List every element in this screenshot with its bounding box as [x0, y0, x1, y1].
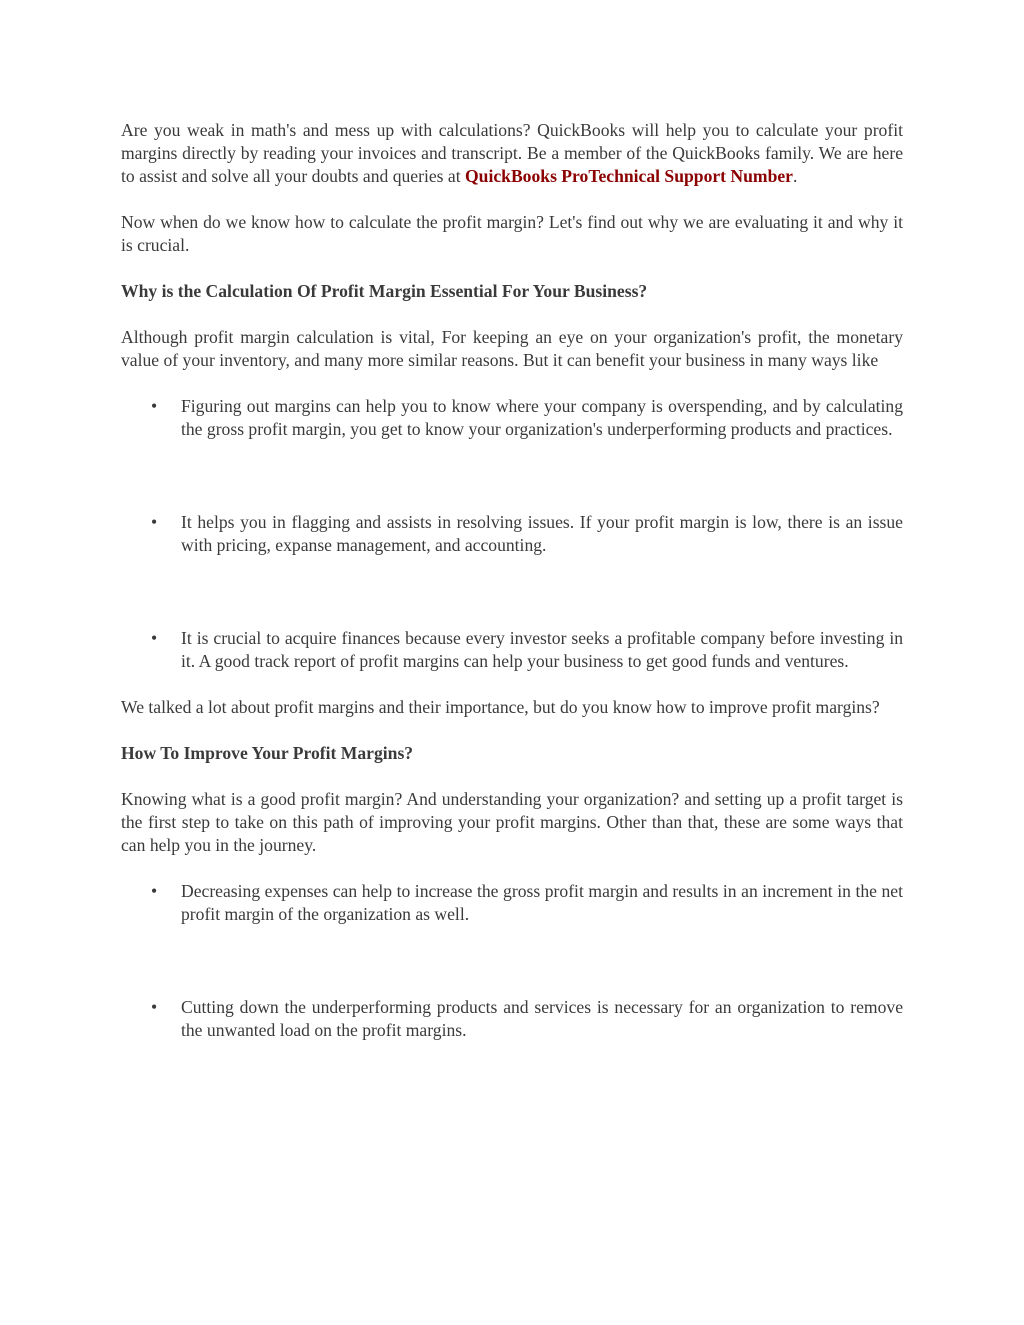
paragraph-3: Although profit margin calculation is vital, For keeping an eye on your organization's profit, the monetary value of your inventory, and many more similar reasons. But it can benefit your business in many ways like: [121, 327, 903, 370]
list-item: [121, 880, 903, 926]
intro-text: Are you weak in math's and mess up with calculations? QuickBooks will help you to calculate your profit margins directly by reading your invoices and transcript. Be a member of the QuickBooks family. We are here to assist and solve all your doubts and queries at: [121, 120, 903, 186]
heading-why-profit-margin: Why is the Calculation Of Profit Margin Essential For Your Business?: [121, 281, 648, 301]
list-item-text: It helps you in flagging and assists in resolving issues. If your profit margin is low, there is an issue with pricing, expanse management, and accounting.: [181, 512, 903, 555]
intro-text-end: .: [792, 166, 798, 186]
heading-improve-margins: How To Improve Your Profit Margins?: [121, 743, 414, 763]
list-item-text: Cutting down the underperforming products and services is necessary for an organization to remove the unwanted load on the profit margins.: [181, 997, 903, 1040]
list-item-text: Decreasing expenses can help to increase the gross profit margin and results in an increment in the net profit margin of the organization as well.: [181, 881, 903, 924]
list-item: [121, 395, 903, 441]
bullet-icon: •: [151, 396, 158, 416]
list-item-text: Figuring out margins can help you to know where your company is overspending, and by calculating the gross profit margin, you get to know your organization's underperforming products and practices.: [181, 396, 903, 439]
list-item: [121, 996, 903, 1042]
bullet-icon: •: [151, 628, 158, 648]
paragraph-4: We talked a lot about profit margins and their importance, but do you know how to improve profit margins?: [121, 697, 880, 717]
intro-paragraph: [121, 119, 903, 188]
paragraph-5: Knowing what is a good profit margin? And understanding your organization? and setting up a profit target is the first step to take on this path of improving your profit margins. Other than that, these are some ways that can help you in the journey.: [121, 789, 903, 855]
support-number-link[interactable]: QuickBooks ProTechnical Support Number: [465, 166, 793, 186]
bullet-icon: •: [151, 512, 158, 532]
bullet-icon: •: [151, 881, 158, 901]
bullet-list-benefits: [121, 395, 903, 673]
list-item-text: It is crucial to acquire finances because every investor seeks a profitable company before investing in it. A good track report of profit margins can help your business to get good funds and ventures.: [181, 628, 903, 671]
list-item: [121, 627, 903, 673]
document-page: [121, 119, 903, 1042]
list-item: [121, 511, 903, 557]
bullet-icon: •: [151, 997, 158, 1017]
paragraph-2: Now when do we know how to calculate the profit margin? Let's find out why we are evaluating it and why it is crucial.: [121, 212, 903, 255]
bullet-list-improvements: [121, 880, 903, 1042]
